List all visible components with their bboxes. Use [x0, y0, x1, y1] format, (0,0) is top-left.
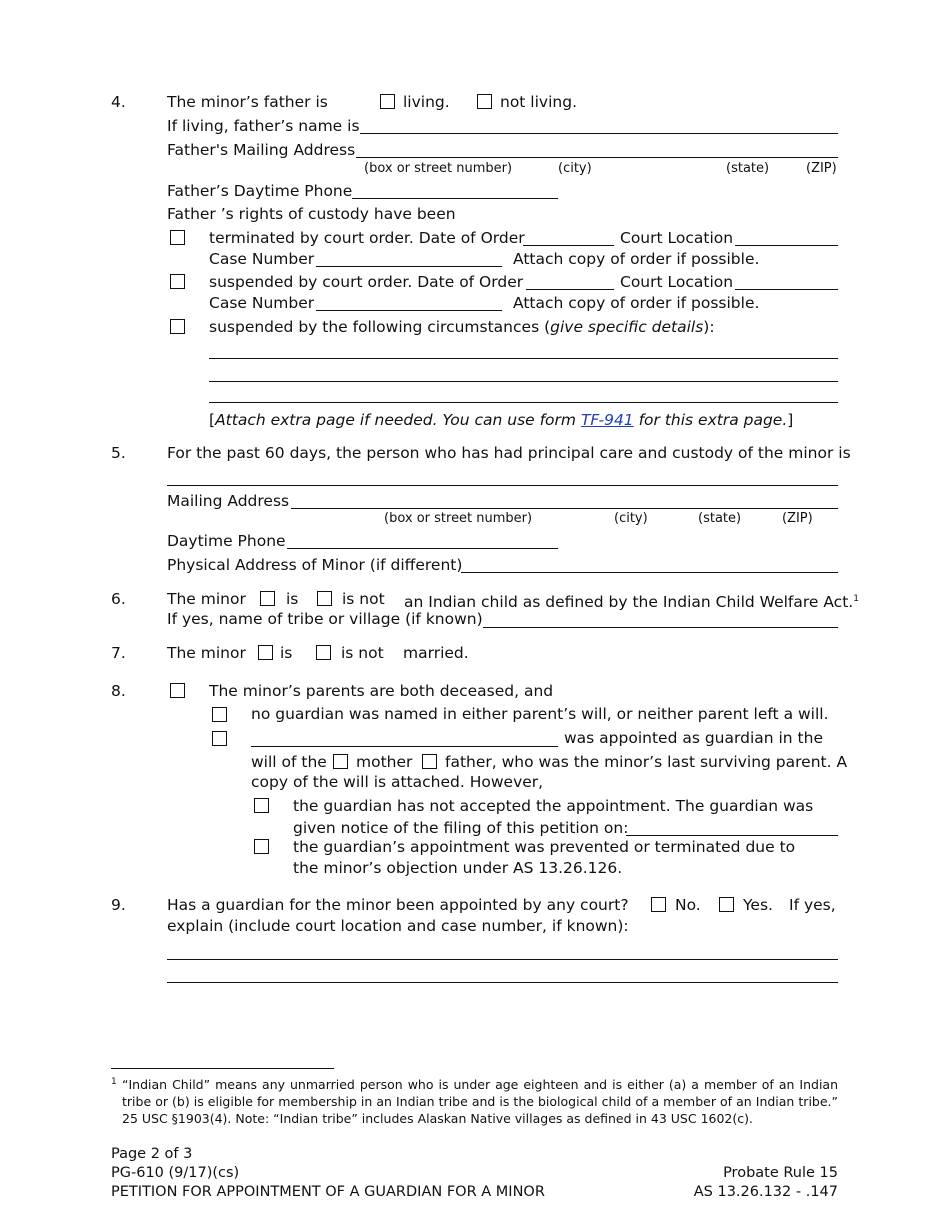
father-mailing-address-label: Father's Mailing Address — [167, 141, 356, 159]
father-living-checkbox[interactable] — [380, 94, 395, 109]
suspended-circumstances-label: suspended by the following circumstances (give specific details): — [209, 318, 715, 336]
prior-guardian-no-label: No. — [675, 896, 701, 914]
indian-child-is-not-checkbox[interactable] — [317, 591, 332, 606]
page-number: Page 2 of 3 — [111, 1146, 193, 1162]
married-is-not-label: is not — [341, 644, 384, 662]
no-guardian-named-checkbox[interactable] — [212, 707, 227, 722]
was-appointed-label: was appointed as guardian in the — [564, 729, 823, 747]
terminated-label: terminated by court order. Date of Order — [209, 229, 525, 247]
suspended-court-location-field[interactable] — [735, 289, 838, 290]
terminated-date-field[interactable] — [523, 245, 614, 246]
caregiver-mailing-address-label: Mailing Address — [167, 492, 290, 510]
footnote-separator — [111, 1068, 334, 1069]
suspended-case-number-field[interactable] — [316, 310, 502, 311]
minor-objection-label: the minor’s objection under AS 13.26.126. — [293, 859, 623, 877]
principal-care-person-field[interactable] — [167, 485, 838, 486]
explain-label: explain (include court location and case number, if known): — [167, 917, 629, 935]
guardian-appointed-question: Has a guardian for the minor been appointed by any court? — [167, 896, 629, 914]
custody-rights-intro: Father ’s rights of custody have been — [167, 205, 456, 223]
tf-941-link[interactable]: TF-941 — [580, 411, 634, 429]
circumstances-line-3[interactable] — [209, 402, 838, 403]
suspended-order-label: suspended by court order. Date of Order — [209, 273, 524, 291]
form-id: PG-610 (9/17)(cs) — [111, 1165, 240, 1181]
appointment-prevented-label: the guardian’s appointment was prevented or terminated due to — [293, 838, 796, 856]
item-number-6: 6. — [111, 590, 126, 608]
footnote-mark: 1 — [111, 1077, 117, 1087]
item-number-5: 5. — [111, 444, 126, 462]
notice-date-field[interactable] — [626, 835, 838, 836]
sublabel-street: (box or street number) — [364, 161, 513, 176]
guardian-appointed-will-checkbox[interactable] — [212, 731, 227, 746]
sublabel-city: (city) — [614, 511, 648, 526]
father-name-field[interactable] — [360, 133, 838, 134]
suspended-court-location-label: Court Location — [620, 273, 734, 291]
form-title: PETITION FOR APPOINTMENT OF A GUARDIAN FOR A MINOR — [111, 1184, 545, 1200]
suspended-attach-note: Attach copy of order if possible. — [513, 294, 760, 312]
item-number-7: 7. — [111, 644, 126, 662]
prior-guardian-yes-label: Yes. — [743, 896, 773, 914]
terminated-attach-note: Attach copy of order if possible. — [513, 250, 760, 268]
terminated-court-location-field[interactable] — [735, 245, 838, 246]
item-number-9: 9. — [111, 896, 126, 914]
copy-will-label: copy of the will is attached. However, — [251, 773, 544, 791]
sublabel-zip: (ZIP) — [782, 511, 813, 526]
parents-deceased-checkbox[interactable] — [170, 683, 185, 698]
not-accepted-label: the guardian has not accepted the appointment. The guardian was — [293, 797, 814, 815]
sublabel-city: (city) — [558, 161, 592, 176]
tribe-name-field[interactable] — [483, 627, 838, 628]
sublabel-zip: (ZIP) — [806, 161, 837, 176]
father-is-label: The minor’s father is — [167, 93, 328, 111]
caregiver-phone-field[interactable] — [287, 548, 558, 549]
mother-label: mother — [356, 753, 413, 771]
terminated-case-number-field[interactable] — [316, 266, 502, 267]
item-number-8: 8. — [111, 682, 126, 700]
not-accepted-checkbox[interactable] — [254, 798, 269, 813]
father-last-surviving-label: father, who was the minor’s last surviving parent. A — [445, 753, 848, 771]
no-guardian-named-label: no guardian was named in either parent’s will, or neither parent left a will. — [251, 705, 829, 723]
sublabel-state: (state) — [698, 511, 742, 526]
married-is-checkbox[interactable] — [258, 645, 273, 660]
will-of-the-label: will of the — [251, 753, 327, 771]
terminated-court-location-label: Court Location — [620, 229, 734, 247]
explain-line-2[interactable] — [167, 982, 838, 983]
caregiver-mailing-address-field[interactable] — [291, 508, 838, 509]
tribe-name-label: If yes, name of tribe or village (if known) — [167, 610, 483, 628]
father-mailing-address-field[interactable] — [356, 157, 838, 158]
married-is-not-checkbox[interactable] — [316, 645, 331, 660]
prior-guardian-no-checkbox[interactable] — [651, 897, 666, 912]
circumstances-line-2[interactable] — [209, 381, 838, 382]
father-name-label: If living, father’s name is — [167, 117, 360, 135]
suspended-date-field[interactable] — [526, 289, 614, 290]
sublabel-street: (box or street number) — [384, 511, 533, 526]
if-yes-label: If yes, — [789, 896, 836, 914]
physical-address-label: Physical Address of Minor (if different) — [167, 556, 463, 574]
father-not-living-label: not living. — [500, 93, 577, 111]
father-not-living-checkbox[interactable] — [477, 94, 492, 109]
sublabel-state: (state) — [726, 161, 770, 176]
footnote-ref: 1 — [853, 594, 859, 604]
indian-child-is-not-label: is not — [342, 590, 385, 608]
physical-address-field[interactable] — [461, 572, 838, 573]
prior-guardian-yes-checkbox[interactable] — [719, 897, 734, 912]
father-checkbox[interactable] — [422, 754, 437, 769]
minor-label: The minor — [167, 590, 246, 608]
circumstances-line-1[interactable] — [209, 358, 838, 359]
suspended-case-number-label: Case Number — [209, 294, 315, 312]
father-phone-field[interactable] — [352, 198, 558, 199]
appointment-prevented-checkbox[interactable] — [254, 839, 269, 854]
principal-care-label: For the past 60 days, the person who has had principal care and custody of the minor is — [167, 444, 851, 462]
indian-child-definition: an Indian child as defined by the Indian Child Welfare Act.$^1$ — [404, 593, 859, 612]
father-living-label: living. — [403, 93, 450, 111]
notice-date-label: given notice of the filing of this petition on: — [293, 819, 629, 837]
caregiver-phone-label: Daytime Phone — [167, 532, 286, 550]
extra-page-note: [Attach extra page if needed. You can use form TF-941 for this extra page.] — [209, 411, 794, 429]
married-is-label: is — [280, 644, 293, 662]
father-phone-label: Father’s Daytime Phone — [167, 182, 353, 200]
probate-rule: Probate Rule 15 — [723, 1165, 838, 1181]
minor-label: The minor — [167, 644, 246, 662]
statute-reference: AS 13.26.132 - .147 — [693, 1184, 838, 1200]
parents-deceased-label: The minor’s parents are both deceased, and — [209, 682, 554, 700]
married-label: married. — [403, 644, 469, 662]
explain-line-1[interactable] — [167, 959, 838, 960]
will-guardian-name-field[interactable] — [251, 746, 558, 747]
mother-checkbox[interactable] — [333, 754, 348, 769]
footnote-text: “Indian Child” means any unmarried person who is under age eighteen and is either (a) a member of an Indian tribe or (b) is eligible for membership in an Indian tribe and is the biological child of a member of an Indian tribe.” 25 USC §1903(4). Note: “Indian tribe” includes Alaskan Native villages as defined in 43 USC 1602(c). — [122, 1077, 838, 1126]
indian-child-is-label: is — [286, 590, 299, 608]
terminated-checkbox[interactable] — [170, 230, 185, 245]
suspended-order-checkbox[interactable] — [170, 274, 185, 289]
indian-child-is-checkbox[interactable] — [260, 591, 275, 606]
suspended-circumstances-checkbox[interactable] — [170, 319, 185, 334]
item-number-4: 4. — [111, 93, 126, 111]
terminated-case-number-label: Case Number — [209, 250, 315, 268]
